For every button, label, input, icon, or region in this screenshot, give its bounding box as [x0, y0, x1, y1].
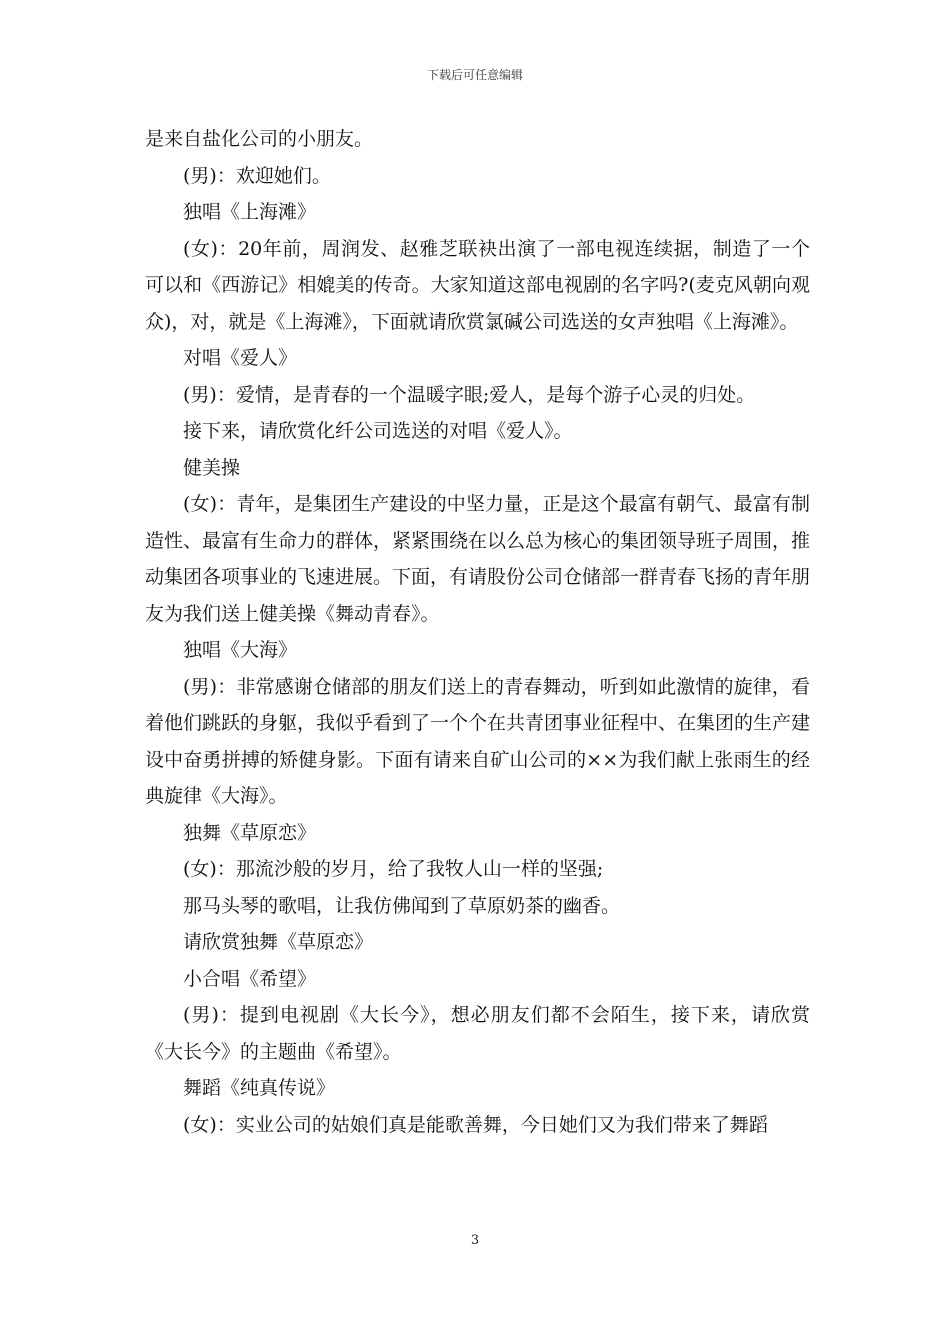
paragraph: 是来自盐化公司的小朋友。: [145, 128, 374, 150]
paragraph: 健美操: [183, 456, 241, 479]
document-body: [145, 121, 810, 1143]
paragraph: (女)：青年，是集团生产建设的中坚力量，正是这个最富有朝气、最富有制造性、最富有生命力的群体，紧紧围绕在以么总为核心的集团领导班子周围，推动集团各项事业的飞速进展。下面，有请股份公司仓储部一群青春飞扬的青年朋友为我们送上健美操《舞动青春》。: [145, 493, 811, 625]
paragraph: 独舞《草原恋》: [183, 821, 317, 844]
paragraph: 请欣赏独舞《草原恋》: [183, 931, 374, 953]
paragraph: 小合唱《希望》: [183, 967, 317, 990]
paragraph: (男)：欢迎她们。: [183, 164, 331, 187]
page-number: 3: [470, 1233, 480, 1248]
paragraph: 独唱《大海》: [183, 639, 298, 661]
paragraph: (女)：那流沙般的岁月，给了我牧人山一样的坚强;: [183, 858, 604, 880]
paragraph: (女)：实业公司的姑娘们真是能歌善舞，今日她们又为我们带来了舞蹈: [183, 1113, 768, 1136]
paragraph: 接下来，请欣赏化纤公司选送的对唱《爱人》。: [183, 420, 573, 442]
paragraph: 独唱《上海滩》: [183, 201, 317, 223]
paragraph: (男)：非常感谢仓储部的朋友们送上的青春舞动，听到如此激情的旋律，看着他们跳跃的身躯，我似乎看到了一个个在共青团事业征程中、在集团的生产建设中奋勇拼搏的矫健身影。下面有请来自矿山公司的××为我们献上张雨生的经典旋律《大海》。: [145, 675, 811, 807]
page-header: 下载后可任意编辑: [426, 68, 523, 82]
paragraph: 对唱《爱人》: [183, 347, 298, 369]
paragraph: 舞蹈《纯真传说》: [183, 1077, 336, 1099]
paragraph: (男)：提到电视剧《大长今》，想必朋友们都不会陌生，接下来，请欣赏《大长今》的主题曲《希望》。: [145, 1004, 810, 1063]
paragraph: 那马头琴的歌唱，让我仿佛闻到了草原奶茶的幽香。: [183, 894, 621, 917]
paragraph: (女)：20年前，周润发、赵雅芝联袂出演了一部电视连续据，制造了一个可以和《西游记》相媲美的传奇。大家知道这部电视剧的名字吗?(麦克风朝向观众)，对，就是《上海滩》，下面就请欣赏氯碱公司选送的女声独唱《上海滩》。: [145, 237, 810, 333]
paragraph: (男)：爱情，是青春的一个温暖字眼;爱人，是每个游子心灵的归处。: [183, 383, 756, 406]
